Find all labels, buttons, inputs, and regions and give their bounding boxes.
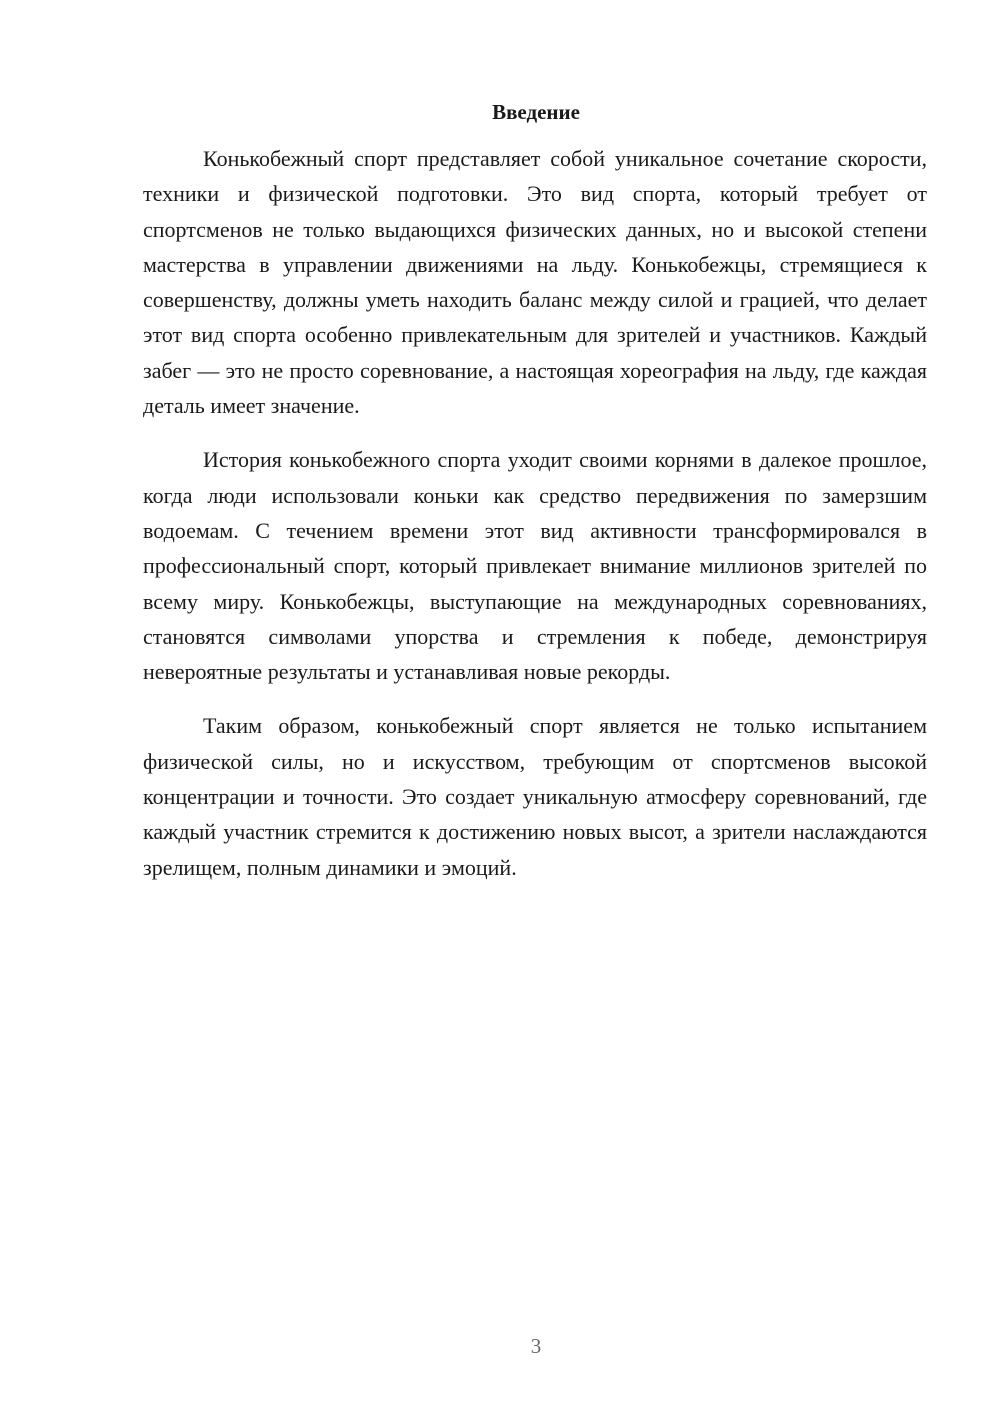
paragraph-2: История конькобежного спорта уходит своими корнями в далекое прошлое, когда люди использовали коньки как средство передвижения по замерзшим водоемам. С течением времени этот вид активности трансформировался в профессиональный спорт, который привлекает внимание миллионов зрителей по всему миру. Конькобежцы, выступающие на международных соревнованиях, становятся символами упорства и стремления к победе, демонстрируя невероятные результаты и устанавливая новые рекорды. bbox=[143, 447, 927, 685]
section-heading: Введение bbox=[492, 100, 580, 124]
paragraph-3: Таким образом, конькобежный спорт является не только испытанием физической силы, но и искусством, требующим от спортсменов высокой концентрации и точности. Это создает уникальную атмосферу соревнований, где каждый участник стремится к достижению новых высот, а зрители наслаждаются зрелищем, полным динамики и эмоций. bbox=[143, 713, 927, 880]
body-text bbox=[143, 141, 927, 904]
page-number: 3 bbox=[530, 1334, 542, 1358]
paragraph-1: Конькобежный спорт представляет собой уникальное сочетание скорости, техники и физической подготовки. Это вид спорта, который требует от спортсменов не только выдающихся физических данных, но и высокой степени мастерства в управлении движениями на льду. Конькобежцы, стремящиеся к совершенству, должны уметь находить баланс между силой и грацией, что делает этот вид спорта особенно привлекательным для зрителей и участников. Каждый забег — это не просто соревнование, а настоящая хореография на льду, где каждая деталь имеет значение. bbox=[143, 146, 927, 419]
